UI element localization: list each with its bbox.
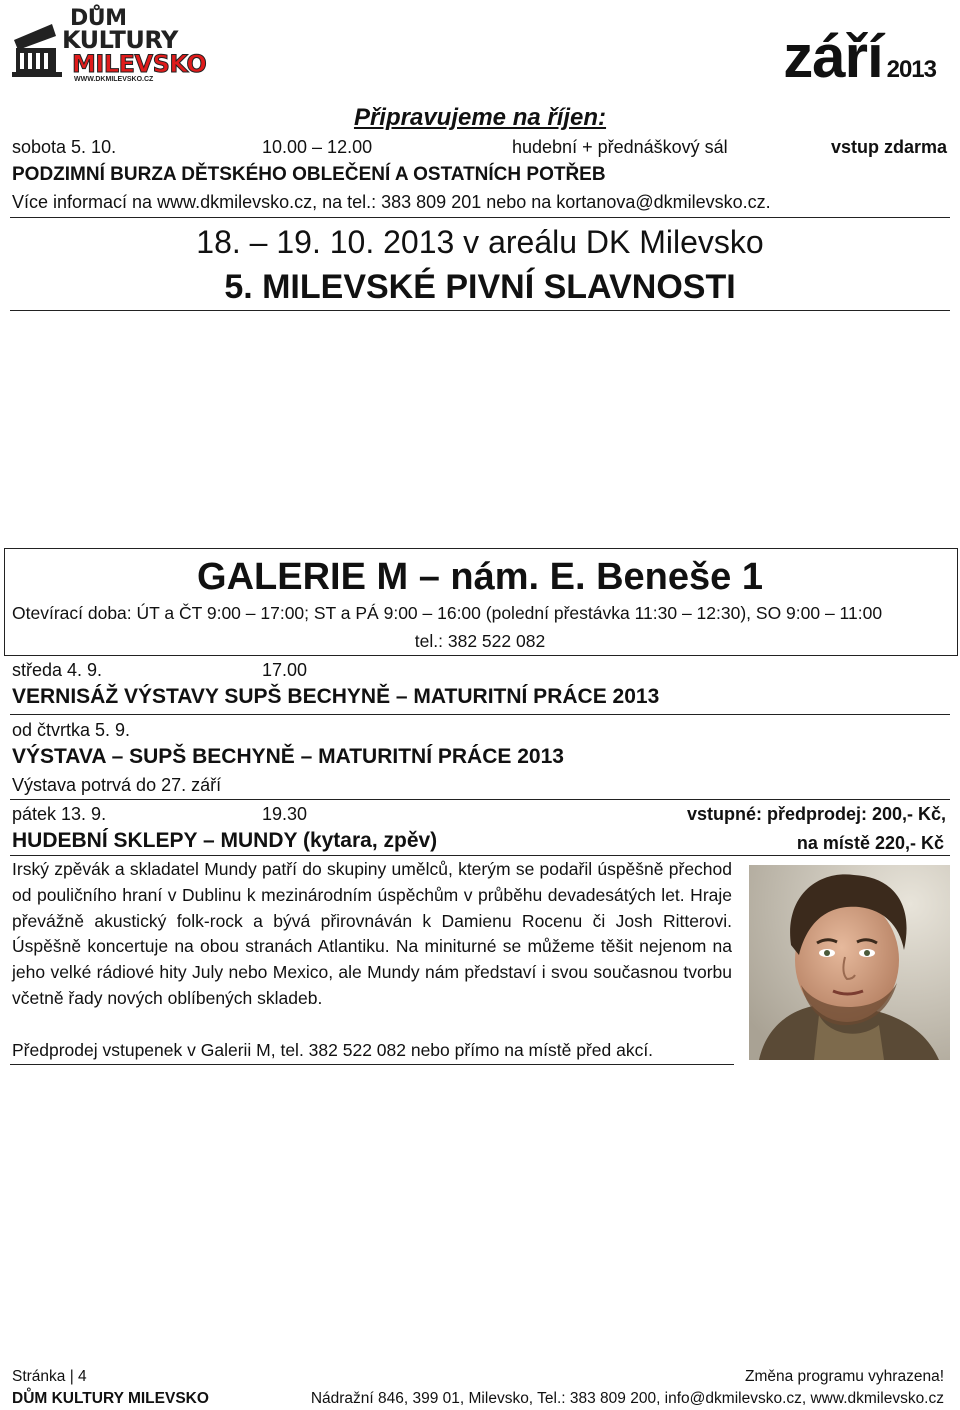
- logo-line-1: DŮM: [70, 6, 127, 31]
- footer-org: DŮM KULTURY MILEVSKO: [12, 1390, 209, 1407]
- burza-place: hudební + přednáškový sál: [512, 137, 728, 157]
- mundy-date: pátek 13. 9.: [12, 804, 107, 824]
- divider: [10, 799, 950, 800]
- footer-page: Stránka | 4: [12, 1368, 87, 1385]
- month-heading: [783, 22, 936, 91]
- vystava-title: VÝSTAVA – SUPŠ BECHYNĚ – MATURITNÍ PRÁCE 2013: [12, 745, 564, 768]
- divider: [10, 217, 950, 218]
- footer-change: Změna programu vyhrazena!: [744, 1368, 944, 1385]
- preparing-title: Připravujeme na říjen:: [353, 104, 607, 131]
- pivni-title: 5. MILEVSKÉ PIVNÍ SLAVNOSTI: [224, 268, 736, 306]
- vernisaz-title: VERNISÁŽ VÝSTAVY SUPŠ BECHYNĚ – MATURITNÍ PRÁCE 2013: [12, 685, 660, 708]
- mundy-time: 19.30: [262, 804, 308, 824]
- dk-milevsko-logo: [12, 4, 207, 84]
- divider: [10, 310, 950, 311]
- vystava-until: Výstava potrvá do 27. září: [12, 775, 222, 795]
- vernisaz-date: středa 4. 9.: [12, 660, 103, 680]
- galerie-tel: tel.: 382 522 082: [414, 631, 546, 651]
- mundy-price-presale: vstupné: předprodej: 200,- Kč,: [686, 804, 946, 824]
- mundy-description: Irský zpěvák a skladatel Mundy patří do skupiny umělců, kterým se podařil úspěšně přechod od pouličního hraní v Dublinu k mezinárodním úspěchům v průběhu devadesátých let. Hraje převážně akustický folk-rock a bývá přirovnáván k Damienu Rocenu či Josh Ritterovi. Úspěšně koncertuje na obou stranách Atlantiku. Na miniturné se můžeme těšit nejenom na jeho velké rádiové hity July nebo Mexico, ale Mundy nám představí i svou současnou tvorbu včetně řady nových oblíbených skladeb.: [12, 859, 732, 1008]
- logo-url: WWW.DKMILEVSKO.CZ: [74, 76, 154, 83]
- burza-info: Více informací na www.dkmilevsko.cz, na tel.: 383 809 201 nebo na kortanova@dkmilevsko.cz.: [12, 192, 771, 212]
- divider: [10, 714, 950, 715]
- burza-date: sobota 5. 10.: [12, 137, 117, 157]
- vystava-date: od čtvrtka 5. 9.: [12, 720, 131, 740]
- divider: [10, 855, 950, 856]
- logo-line-2: KULTURY: [62, 26, 178, 54]
- burza-title: PODZIMNÍ BURZA DĚTSKÉHO OBLEČENÍ A OSTATNÍCH POTŘEB: [12, 164, 606, 185]
- month-name: září: [783, 23, 883, 90]
- pivni-date: 18. – 19. 10. 2013 v areálu DK Milevsko: [196, 224, 764, 260]
- logo-line-3: MILEVSKO: [72, 50, 207, 78]
- galerie-hours: Otevírací doba: ÚT a ČT 9:00 – 17:00; ST a PÁ 9:00 – 16:00 (polední přestávka 11:30 – 12:30), SO 9:00 – 11:00: [12, 603, 883, 623]
- year: 2013: [886, 56, 936, 83]
- galerie-title: GALERIE M – nám. E. Beneše 1: [197, 556, 763, 598]
- burza-entry: vstup zdarma: [830, 137, 947, 157]
- footer-address: Nádražní 846, 399 01, Milevsko, Tel.: 383 809 200, info@dkmilevsko.cz, www.dkmilevsko.cz: [310, 1390, 944, 1407]
- mundy-title: HUDEBNÍ SKLEPY – MUNDY (kytara, zpěv): [12, 829, 438, 852]
- burza-time: 10.00 – 12.00: [262, 137, 373, 157]
- mundy-photo: [749, 865, 950, 1060]
- mundy-price-door: na místě 220,- Kč: [796, 833, 944, 853]
- vernisaz-time: 17.00: [262, 660, 308, 680]
- mundy-presale-info: Předprodej vstupenek v Galerii M, tel. 382 522 082 nebo přímo na místě před akcí.: [12, 1040, 654, 1060]
- divider: [10, 1064, 734, 1065]
